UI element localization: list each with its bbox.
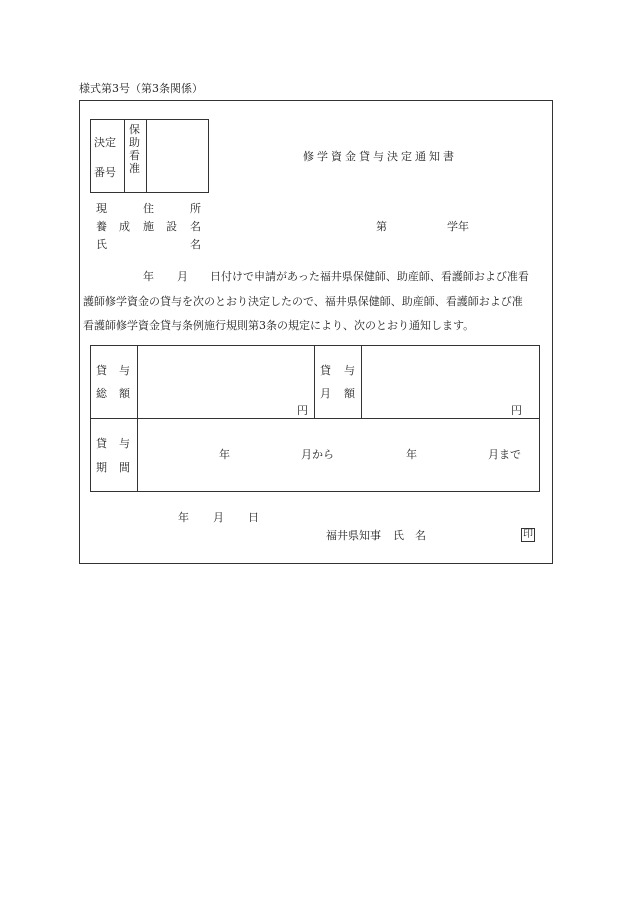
monthly-label-1: 貸 bbox=[320, 364, 331, 377]
loan-table-label-divider bbox=[137, 345, 138, 492]
decision-number-box bbox=[90, 119, 209, 193]
school-label-4: 設 bbox=[166, 220, 177, 233]
body-line-1: 日付けで申請があった福井県保健師、助産師、看護師および准看 bbox=[210, 270, 529, 283]
date-year: 年 bbox=[178, 511, 189, 524]
address-label-3: 所 bbox=[190, 202, 201, 215]
total-label-4: 額 bbox=[119, 387, 130, 400]
school-label-1: 養 bbox=[96, 220, 107, 233]
signer-name-label: 氏 名 bbox=[393, 529, 426, 542]
grade-prefix: 第 bbox=[376, 220, 387, 233]
loan-table-mid-divider-2 bbox=[361, 345, 362, 419]
body-line-2: 護師修学資金の貸与を次のとおり決定したので、福井県保健師、助産師、看護師および准 bbox=[83, 295, 523, 308]
grade-suffix: 学年 bbox=[447, 220, 469, 233]
total-yen-unit: 円 bbox=[297, 404, 308, 417]
category-kango: 看 bbox=[129, 149, 140, 162]
category-hoken: 保 bbox=[129, 123, 140, 136]
form-label: 様式第3号（第3条関係） bbox=[79, 82, 203, 95]
document-title: 修学資金貸与決定通知書 bbox=[303, 150, 457, 163]
body-year: 年 bbox=[143, 270, 154, 283]
loan-table-mid-divider-1 bbox=[314, 345, 315, 419]
total-label-1: 貸 bbox=[96, 364, 107, 377]
address-label-1: 現 bbox=[96, 202, 107, 215]
school-label-3: 施 bbox=[143, 220, 154, 233]
monthly-label-2: 与 bbox=[344, 364, 355, 377]
decision-label-top: 決定 bbox=[94, 136, 116, 149]
total-label-2: 与 bbox=[119, 364, 130, 377]
period-label-4: 間 bbox=[119, 461, 130, 474]
period-label-1: 貸 bbox=[96, 437, 107, 450]
decision-box-divider-1 bbox=[124, 119, 125, 193]
period-year-2: 年 bbox=[406, 448, 417, 461]
monthly-label-4: 額 bbox=[344, 387, 355, 400]
period-label-2: 与 bbox=[119, 437, 130, 450]
period-to: 月まで bbox=[488, 448, 521, 461]
name-label-1: 氏 bbox=[96, 238, 107, 251]
loan-table-row-divider bbox=[90, 418, 540, 419]
period-year-1: 年 bbox=[219, 448, 230, 461]
name-label-2: 名 bbox=[190, 238, 201, 251]
decision-label-bottom: 番号 bbox=[94, 166, 116, 179]
date-month: 月 bbox=[213, 511, 224, 524]
period-label-3: 期 bbox=[96, 461, 107, 474]
period-from: 月から bbox=[301, 448, 334, 461]
category-josan: 助 bbox=[129, 136, 140, 149]
date-day: 日 bbox=[248, 511, 259, 524]
body-month: 月 bbox=[177, 270, 188, 283]
seal-mark: 印 bbox=[523, 529, 533, 540]
school-label-5: 名 bbox=[190, 220, 201, 233]
body-line-3: 看護師修学資金貸与条例施行規則第3条の規定により、次のとおり通知します。 bbox=[83, 319, 475, 332]
signer-title: 福井県知事 bbox=[326, 529, 381, 542]
decision-box-divider-2 bbox=[146, 119, 147, 193]
monthly-yen-unit: 円 bbox=[511, 404, 522, 417]
category-jun: 准 bbox=[129, 162, 140, 175]
total-label-3: 総 bbox=[96, 387, 107, 400]
address-label-2: 住 bbox=[143, 202, 154, 215]
school-label-2: 成 bbox=[119, 220, 130, 233]
monthly-label-3: 月 bbox=[320, 387, 331, 400]
